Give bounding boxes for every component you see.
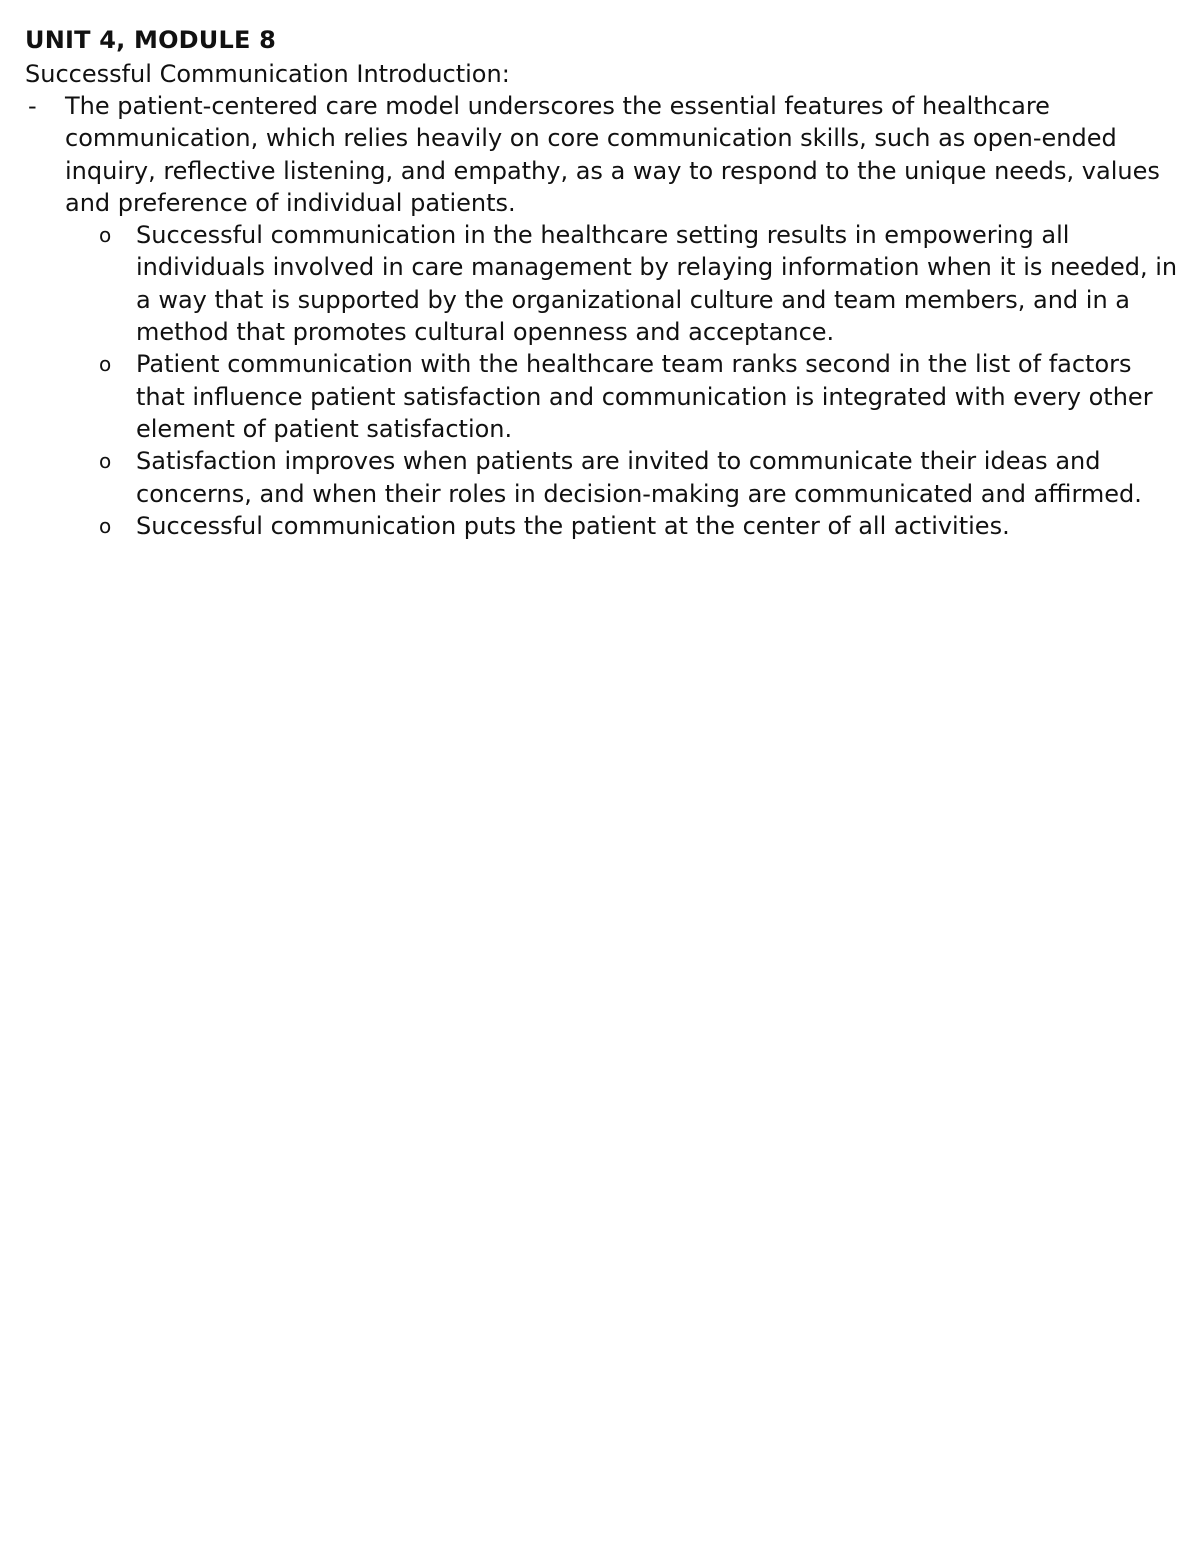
circle-bullet-marker: o (99, 513, 112, 538)
list-item (25, 90, 1185, 542)
list-item (65, 348, 1185, 445)
main-bullet-list (25, 90, 1185, 542)
document-body (25, 22, 1185, 542)
sub-bullet-text: Satisfaction improves when patients are invited to communicate their ideas and concerns, and when their roles in decision-making are communicated and affirmed. (136, 447, 1142, 508)
sub-bullet-text: Successful communication puts the patient at the center of all activities. (136, 511, 1010, 540)
unit-title: UNIT 4, MODULE 8 (25, 26, 277, 54)
circle-bullet-marker: o (99, 449, 112, 474)
sub-bullet-text: Successful communication in the healthcare setting results in empowering all individuals involved in care management by relaying information when it is needed, in a way that is supported by the organizational culture and team members, and in a method that promotes cultural openness and acceptance. (136, 221, 1178, 347)
main-bullet-text: The patient-centered care model underscores the essential features of healthcare communication, which relies heavily on core communication skills, such as open-ended inquiry, reflective listening, and empathy, as a way to respond to the unique needs, values and preference of individual patients. (65, 92, 1160, 217)
list-item (65, 445, 1185, 510)
sub-bullet-list (65, 219, 1185, 542)
list-item (65, 219, 1185, 348)
circle-bullet-marker: o (99, 352, 112, 377)
list-item (65, 510, 1185, 542)
dash-bullet-marker: - (28, 92, 37, 120)
section-heading: Successful Communication Introduction: (25, 60, 510, 88)
sub-bullet-text: Patient communication with the healthcare team ranks second in the list of factors that influence patient satisfaction and communication is integrated with every other element of patient satisfaction. (136, 350, 1153, 443)
circle-bullet-marker: o (99, 223, 112, 248)
